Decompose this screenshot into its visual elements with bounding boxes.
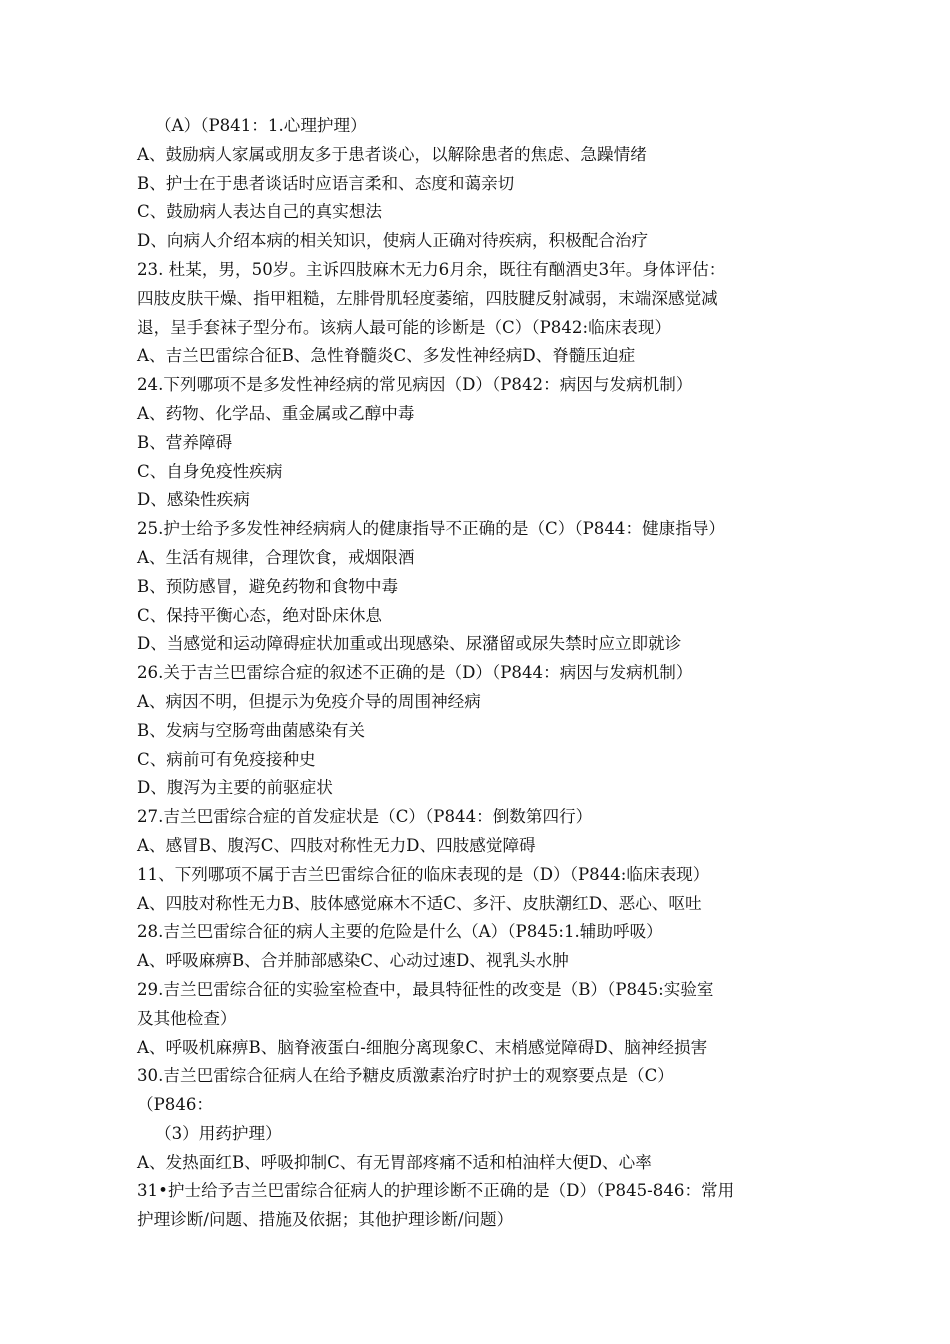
- text-line: （A）（P841：1.心理护理）: [155, 116, 367, 135]
- text-line: 26.关于吉兰巴雷综合症的叙述不正确的是（D）（P844：病因与发病机制）: [137, 663, 693, 683]
- text-line: （P846：: [137, 1095, 214, 1115]
- text-line: A、吉兰巴雷综合征B、急性脊髓炎C、多发性神经病D、脊髓压迫症: [137, 346, 636, 366]
- text-line: 24.下列哪项不是多发性神经病的常见病因（D）（P842：病因与发病机制）: [137, 375, 693, 395]
- text-line: 25.护士给予多发性神经病病人的健康指导不正确的是（C）（P844：健康指导）: [137, 519, 726, 539]
- text-line: A、鼓励病人家属或朋友多于患者谈心，以解除患者的焦虑、急躁情绪: [137, 144, 647, 164]
- text-line: B、发病与空肠弯曲菌感染有关: [137, 720, 365, 740]
- text-line: 退，呈手套袜子型分布。该病人最可能的诊断是（C）（P842:临床表现）: [137, 317, 672, 337]
- text-line: D、腹泻为主要的前驱症状: [137, 778, 333, 798]
- text-line: 27.吉兰巴雷综合症的首发症状是（C）（P844：倒数第四行）: [137, 807, 593, 827]
- text-line: 及其他检查）: [137, 1008, 237, 1028]
- text-line: A、呼吸机麻痹B、脑脊液蛋白-细胞分离现象C、末梢感觉障碍D、脑神经损害: [137, 1037, 708, 1057]
- text-line: 11、下列哪项不属于吉兰巴雷综合征的临床表现的是（D）（P844:临床表现）: [137, 864, 710, 884]
- text-line: 23. 杜某，男，50岁。主诉四肢麻木无力6月余，既往有酗酒史3年。身体评估：: [137, 259, 726, 279]
- text-line: A、药物、化学品、重金属或乙醇中毒: [137, 403, 415, 423]
- text-line: C、保持平衡心态，绝对卧床休息: [137, 605, 383, 625]
- text-line: A、四肢对称性无力B、肢体感觉麻木不适C、多汗、皮肤潮红D、恶心、呕吐: [137, 893, 702, 913]
- text-line: D、当感觉和运动障碍症状加重或出现感染、尿潴留或尿失禁时应立即就诊: [137, 634, 682, 654]
- text-line: 四肢皮肤干燥、指甲粗糙，左腓骨肌轻度萎缩，四肢腱反射减弱，末端深感觉减: [137, 288, 718, 308]
- text-line: A、生活有规律，合理饮食，戒烟限酒: [137, 547, 415, 567]
- text-line: A、呼吸麻痹B、合并肺部感染C、心动过速D、视乳头水肿: [137, 951, 569, 971]
- text-line: C、病前可有免疫接种史: [137, 749, 316, 769]
- text-line: A、病因不明，但提示为免疫介导的周围神经病: [137, 691, 481, 711]
- text-line: 护理诊断/问题、措施及依据；其他护理诊断/问题）: [137, 1210, 514, 1230]
- text-line: C、鼓励病人表达自己的真实想法: [137, 202, 383, 222]
- text-line: 28.吉兰巴雷综合征的病人主要的危险是什么（A）（P845:1.辅助呼吸）: [137, 922, 663, 942]
- text-line: （3）用药护理）: [155, 1123, 282, 1143]
- text-line: A、感冒B、腹泻C、四肢对称性无力D、四肢感觉障碍: [137, 835, 536, 855]
- text-line: C、自身免疫性疾病: [137, 461, 283, 481]
- text-line: D、向病人介绍本病的相关知识，使病人正确对待疾病，积极配合治疗: [137, 231, 649, 251]
- text-line: B、预防感冒，避免药物和食物中毒: [137, 576, 399, 596]
- document-body: [137, 112, 827, 1235]
- text-line: B、营养障碍: [137, 432, 233, 452]
- text-line: 30.吉兰巴雷综合征病人在给予糖皮质激素治疗时护士的观察要点是（C）: [137, 1066, 674, 1086]
- text-line: 29.吉兰巴雷综合征的实验室检查中，最具特征性的改变是（B）（P845:实验室: [137, 979, 714, 999]
- text-line: B、护士在于患者谈话时应语言柔和、态度和蔼亲切: [137, 173, 515, 193]
- text-line: D、感染性疾病: [137, 490, 250, 510]
- text-line: A、发热面红B、呼吸抑制C、有无胃部疼痛不适和柏油样大便D、心率: [137, 1152, 652, 1172]
- text-line: 31•护士给予吉兰巴雷综合征病人的护理诊断不正确的是（D）（P845-846：常用: [137, 1181, 735, 1201]
